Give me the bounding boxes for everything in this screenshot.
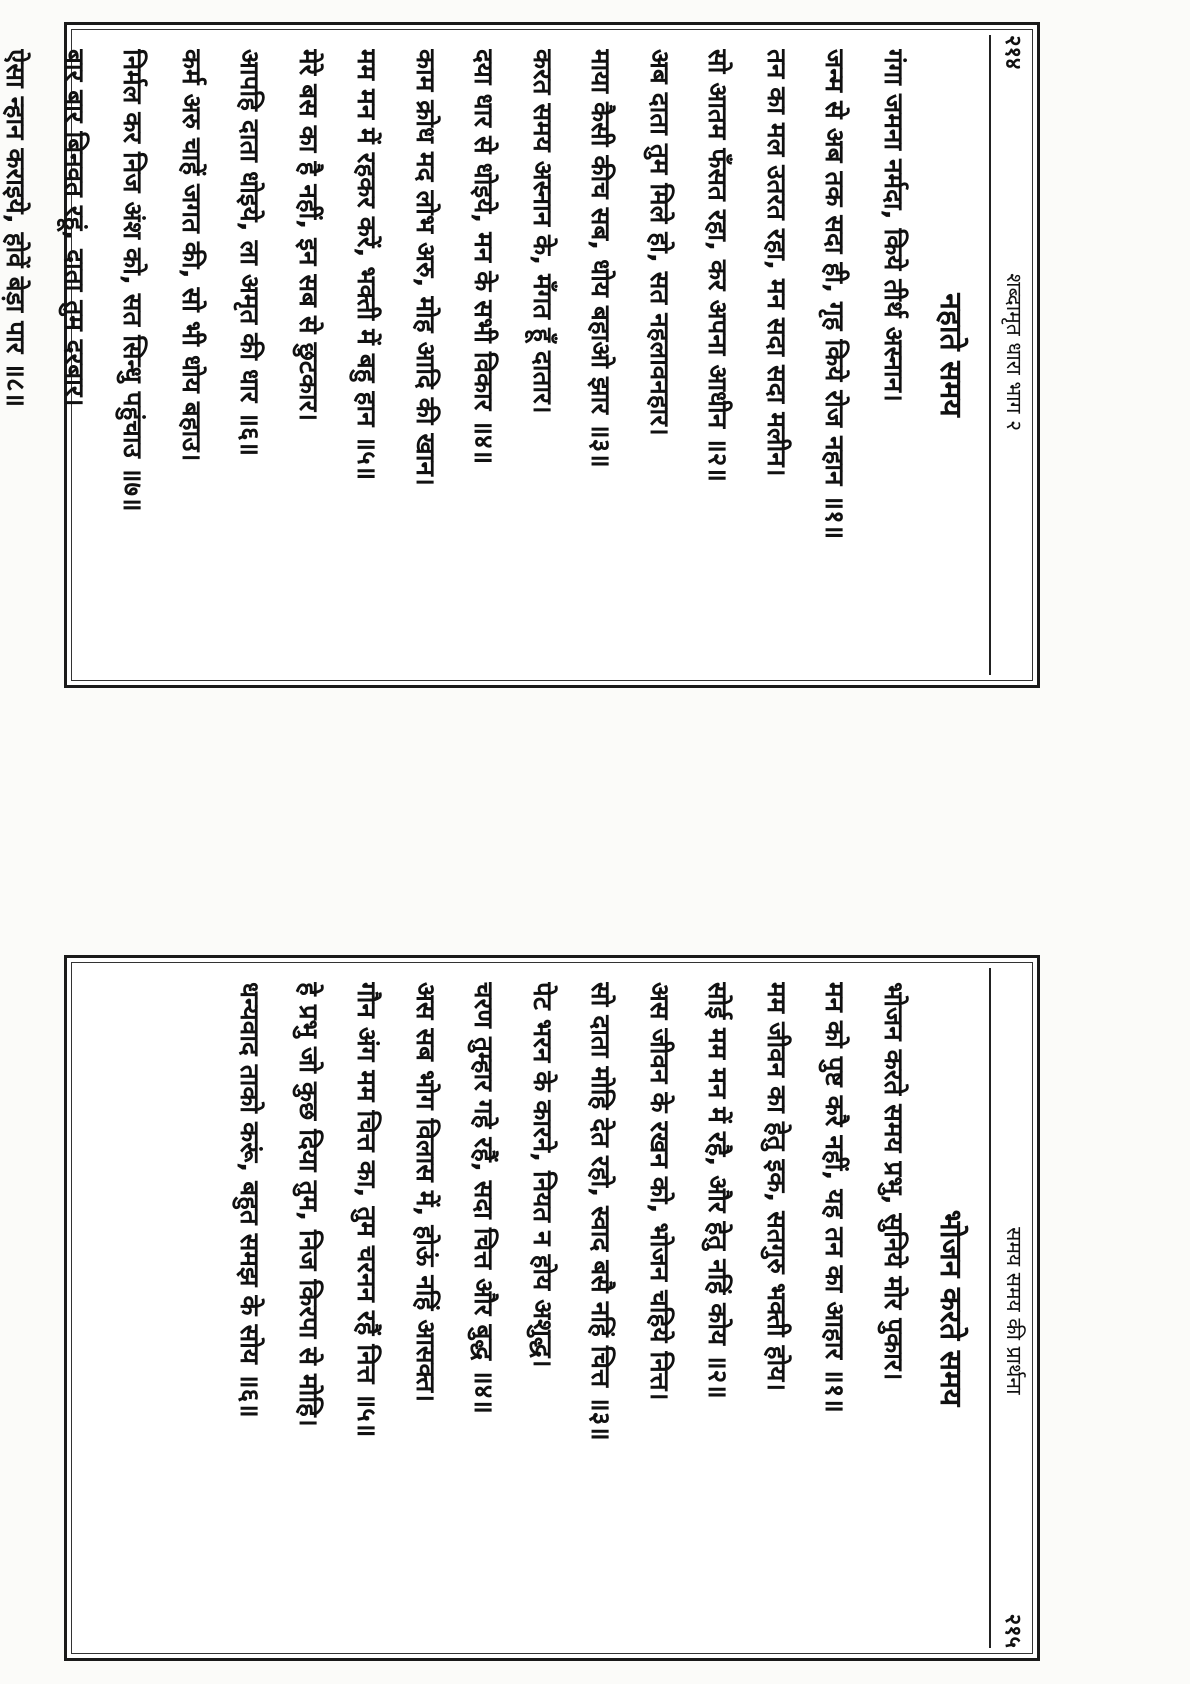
poem-line: मम मन में रहकर करें, भक्ती में बहु हान ॥५॥	[351, 49, 382, 481]
running-header: शब्दामृत धारा भाग २	[1002, 273, 1026, 432]
poem-line: तन का मल उतरत रहा, मन सदा सदा मलीन।	[761, 49, 791, 477]
poem-line: बार बार बिनवत रहूं, दाता तुम दरबार।	[59, 49, 89, 407]
poem-lines	[220, 958, 922, 1658]
poem-line: अस जीवन के रखन को, भोजन चहिये नित्त।	[644, 982, 674, 1401]
page-number: २१४	[1000, 35, 1025, 70]
poem-line: कर्म अरु चाहें जगत की, सो भी धोय बहाउ।	[176, 49, 206, 462]
poem-line: हे प्रभु जो कुछ दिया तुम, निज किरपा से मोहि।	[293, 982, 323, 1427]
page-header	[989, 35, 1037, 675]
poem-line: पेट भरन के कारने, नियत न होय अशुद्ध।	[527, 982, 557, 1368]
poem-line: गंगा जमना नर्मदा, किये तीर्थ अस्नान।	[878, 49, 908, 402]
poem-line: माया कैसी कीच सब, धोय बहाओ झार ॥३॥	[585, 49, 616, 468]
page-bottom-content	[67, 958, 1037, 1658]
poem-line: मेरे बस का है नहीं, इन सब से छुटकार।	[293, 49, 323, 422]
poem-line: अस सब भोग विलास में, होऊं नहिं आसक्त।	[410, 982, 440, 1403]
poem-line: धन्यवाद ताको करूं, बहुत समझ के सोय ॥६॥	[234, 982, 265, 1418]
poem-line: निर्मल कर निज अंश को, सत सिन्धु पहुंचाउ ॥७॥	[117, 49, 148, 512]
poem-title: नहाते समय	[933, 293, 968, 417]
poem-line: चरण तुम्हार गहे रहैं, सदा चित्त और बुद्ध ॥४॥	[468, 982, 499, 1414]
poem-line: जन्म से अब तक सदा ही, गृह किये रोज नहान ॥१॥	[819, 49, 850, 540]
poem-line: काम क्रोध मद लोभ अरु, मोह आदि की खान।	[410, 49, 440, 486]
page-number: २१५	[1000, 1613, 1025, 1648]
poem-line: सो दाता मोहि देत रहो, स्वाद बसै नहिं चित्त ॥३॥	[585, 982, 616, 1441]
page-bottom	[64, 955, 1040, 1661]
poem-line: आपहि दाता धोइये, ला अमृत की धार ॥६॥	[234, 49, 265, 457]
poem-title: भोजन करते समय	[933, 1209, 968, 1407]
page-top-content	[0, 25, 1037, 685]
page-top	[0, 22, 1040, 688]
poem-line: गौन अंग मम चित्त का, तुम चरनन रहैं नित्त ॥५॥	[351, 982, 382, 1438]
poem-line: करत समय अस्नान के, मँगत हूँ दातार।	[527, 49, 557, 414]
poem-line: मन को पुष्ट करै नहीं, यह तन का आहार ॥१॥	[819, 982, 850, 1413]
poem-line: भोजन करते समय प्रभु, सुनिये मोर पुकार।	[878, 982, 908, 1381]
page-header	[989, 968, 1037, 1648]
poem-line: दया धार से धोइये, मन के सभी विकार ॥४॥	[468, 49, 499, 465]
poem-line: सोई मम मन में रहै, और हेतु नहिं कोय ॥२॥	[702, 982, 733, 1399]
poem-line: मम जीवन का हेतु इक, सतगुरु भक्ती होय।	[761, 982, 791, 1392]
running-header: समय समय की प्रार्थना	[1002, 1227, 1026, 1395]
poem-line: ऐसा न्हान कराइये, होवें बेड़ा पार ॥८॥	[0, 49, 31, 408]
poem-line: अब दाता तुम मिले हो, सत नहलावनहार।	[644, 49, 674, 436]
poem-lines	[0, 25, 922, 685]
poem-line: सो आतम फँसत रहा, कर अपना आधीन ॥२॥	[702, 49, 733, 482]
